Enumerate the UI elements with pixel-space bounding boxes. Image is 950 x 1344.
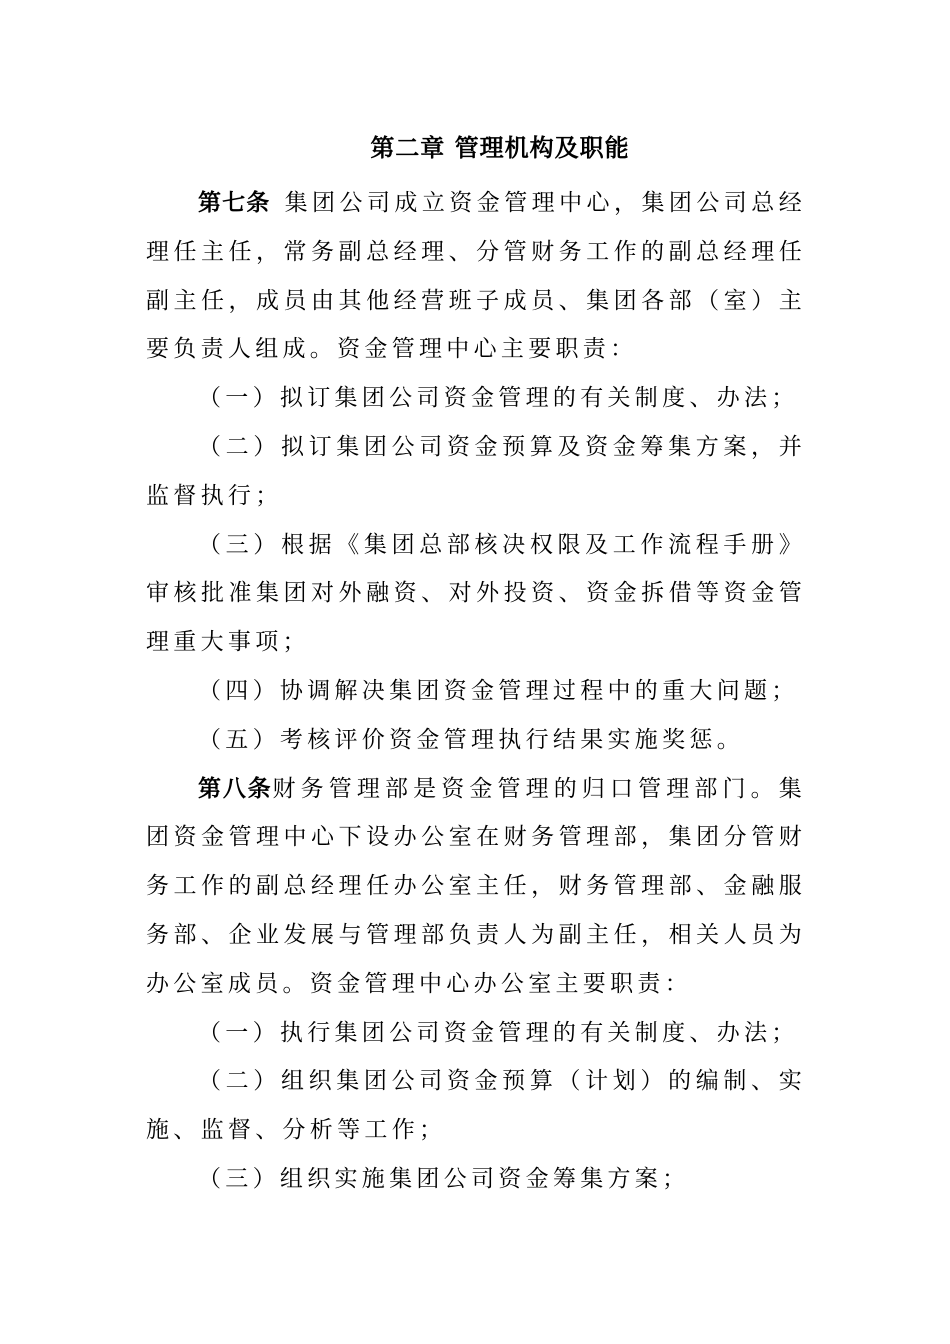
article-7-intro: 集团公司成立资金管理中心，集团公司总经理任主任，常务副总经理、分管财务工作的副总经理任副主任，成员由其他经营班子成员、集团各部（室）主要负责人组成。资金管理中心主要职责： (146, 190, 807, 363)
document-body (146, 179, 806, 1204)
list-item: （一）执行集团公司资金管理的有关制度、办法； (198, 1019, 799, 1046)
list-item: （四）协调解决集团资金管理过程中的重大问题； (198, 677, 799, 704)
article-8-paragraph (146, 765, 806, 1009)
article-8-intro: 财务管理部是资金管理的归口管理部门。集团资金管理中心下设办公室在财务管理部，集团分管财务工作的副总经理任办公室主任，财务管理部、金融服务部、企业发展与管理部负责人为副主任，相关人员为办公室成员。资金管理中心办公室主要职责： (146, 775, 807, 997)
article-8-label: 第八条 (198, 775, 273, 802)
list-item: （二）组织集团公司资金预算（计划）的编制、实施、监督、分析等工作； (146, 1068, 806, 1144)
list-item: （五）考核评价资金管理执行结果实施奖惩。 (198, 726, 744, 753)
list-item: （三）组织实施集团公司资金筹集方案； (198, 1165, 690, 1192)
article-7-label: 第七条 (198, 190, 271, 216)
list-item: （三）根据《集团总部核决权限及工作流程手册》审核批准集团对外融资、对外投资、资金拆借等资金管理重大事项； (146, 531, 806, 656)
article-7-paragraph (146, 179, 806, 374)
list-item: （二）拟订集团公司资金预算及资金筹集方案，并监督执行； (146, 433, 806, 509)
list-item: （一）拟订集团公司资金管理的有关制度、办法； (198, 385, 799, 412)
chapter-title: 第二章 管理机构及职能 (370, 134, 630, 162)
